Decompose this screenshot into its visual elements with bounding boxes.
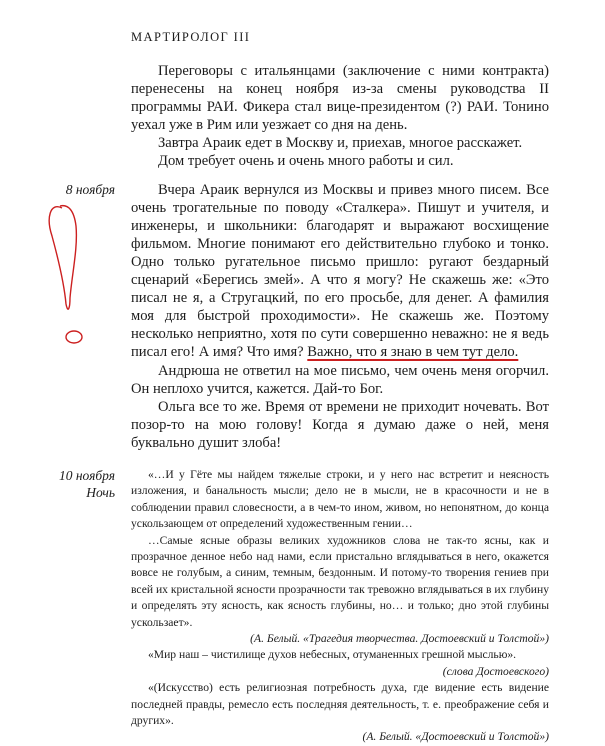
quote-paragraph: …Самые ясные образы великих художников слова не так-то ясны, как и прозрачное денное небо над нами, если пристально вглядываться в него, окажется вовсе не голубым, а синим, темным, бездонным. И потому-то творения гениев при всей их кристальной ясности прозрачности так тревожно вглядываться в их глубину и определять эту ясность, как ясность глубины, но… и только; дно этой глубины ускользает». bbox=[131, 533, 549, 629]
quote-paragraph: «Мир наш – чистилище духов небесных, отуманенных грешной мыслью». bbox=[148, 648, 517, 662]
entry-intro bbox=[131, 62, 549, 171]
page-body bbox=[58, 62, 549, 746]
paragraph: Дом требует очень и очень много работы и сил. bbox=[158, 153, 454, 170]
quote-paragraph: «(Искусство) есть религиозная потребность духа, где видение есть видение последней правды, ремесло есть последняя деятельность, т. е. преображение себя и других». bbox=[131, 681, 549, 728]
paragraph bbox=[131, 181, 549, 362]
paragraph-text: Вчера Араик вернулся из Москвы и привез много писем. Все очень трогательные по поводу «Сталкера». Пишут и учителя, и инженеры, и школьники: благодарят и выражают восхищение фильмом. Многие понимают его действительно глубоко и тонко. Одно только ругательное письмо пришло: ругают бездарный сценарий «Берегись змей». А что я могу? Не скажешь же: «Это писал не я, а Стругацкий, по его просьбе, для денег. А фамилия моя для быстрой проходимости». Не скажешь же. Поэтому несколько неприятно, хотя по сути совершенно неважно: не я ведь писал его! А имя? Что имя? bbox=[131, 181, 549, 361]
entry-nov-10 bbox=[58, 467, 549, 746]
running-header: МАРТИРОЛОГ III bbox=[131, 30, 251, 44]
citation: (слова Достоевского) bbox=[442, 664, 549, 678]
entry-nov-8 bbox=[65, 181, 549, 452]
quote-paragraph: «…И у Гёте мы найдем тяжелые строки, и у него нас встретит и неясность изложения, и банальность мысли; дело не в мысли, не в красочности и не в соблюдении правил словесности, а в чем-то ином, живом, но непонятном, до конца ускользающем от определений художественным гении… bbox=[131, 467, 549, 531]
citation: (А. Белый. «Трагедия творчества. Достоевский и Толстой») bbox=[250, 632, 549, 646]
citation: (А. Белый. «Достоевский и Толстой») bbox=[362, 730, 549, 744]
red-exclamation-annotation bbox=[40, 196, 90, 356]
paragraph: Переговоры с итальянцами (заключение с ними контракта) перенесены на конец ноября из-за смены руководства II программы РАИ. Фикера стал вице-президентом (?) РАИ. Тонино уехал уже в Рим или уезжает со дня на день. bbox=[131, 63, 549, 134]
paragraph: Андрюша не ответил на мое письмо, чем очень меня огорчил. Он неплохо учится, кажется. Дай-то Бог. bbox=[131, 362, 549, 397]
entry-date-time: Ночь bbox=[86, 484, 115, 500]
underlined-text: Важно, что я знаю в чем тут дело. bbox=[307, 344, 519, 361]
entry-date bbox=[30, 467, 115, 501]
entry-date: 8 ноября bbox=[65, 181, 115, 197]
entry-date-day: 10 ноября bbox=[58, 467, 115, 483]
paragraph: Завтра Араик едет в Москву и, приехав, многое расскажет. bbox=[158, 135, 523, 152]
paragraph: Ольга все то же. Время от времени не приходит ночевать. Вот позор-то на мою голову! Когда я думаю даже о ней, меня буквально душит злоба! bbox=[131, 398, 549, 451]
